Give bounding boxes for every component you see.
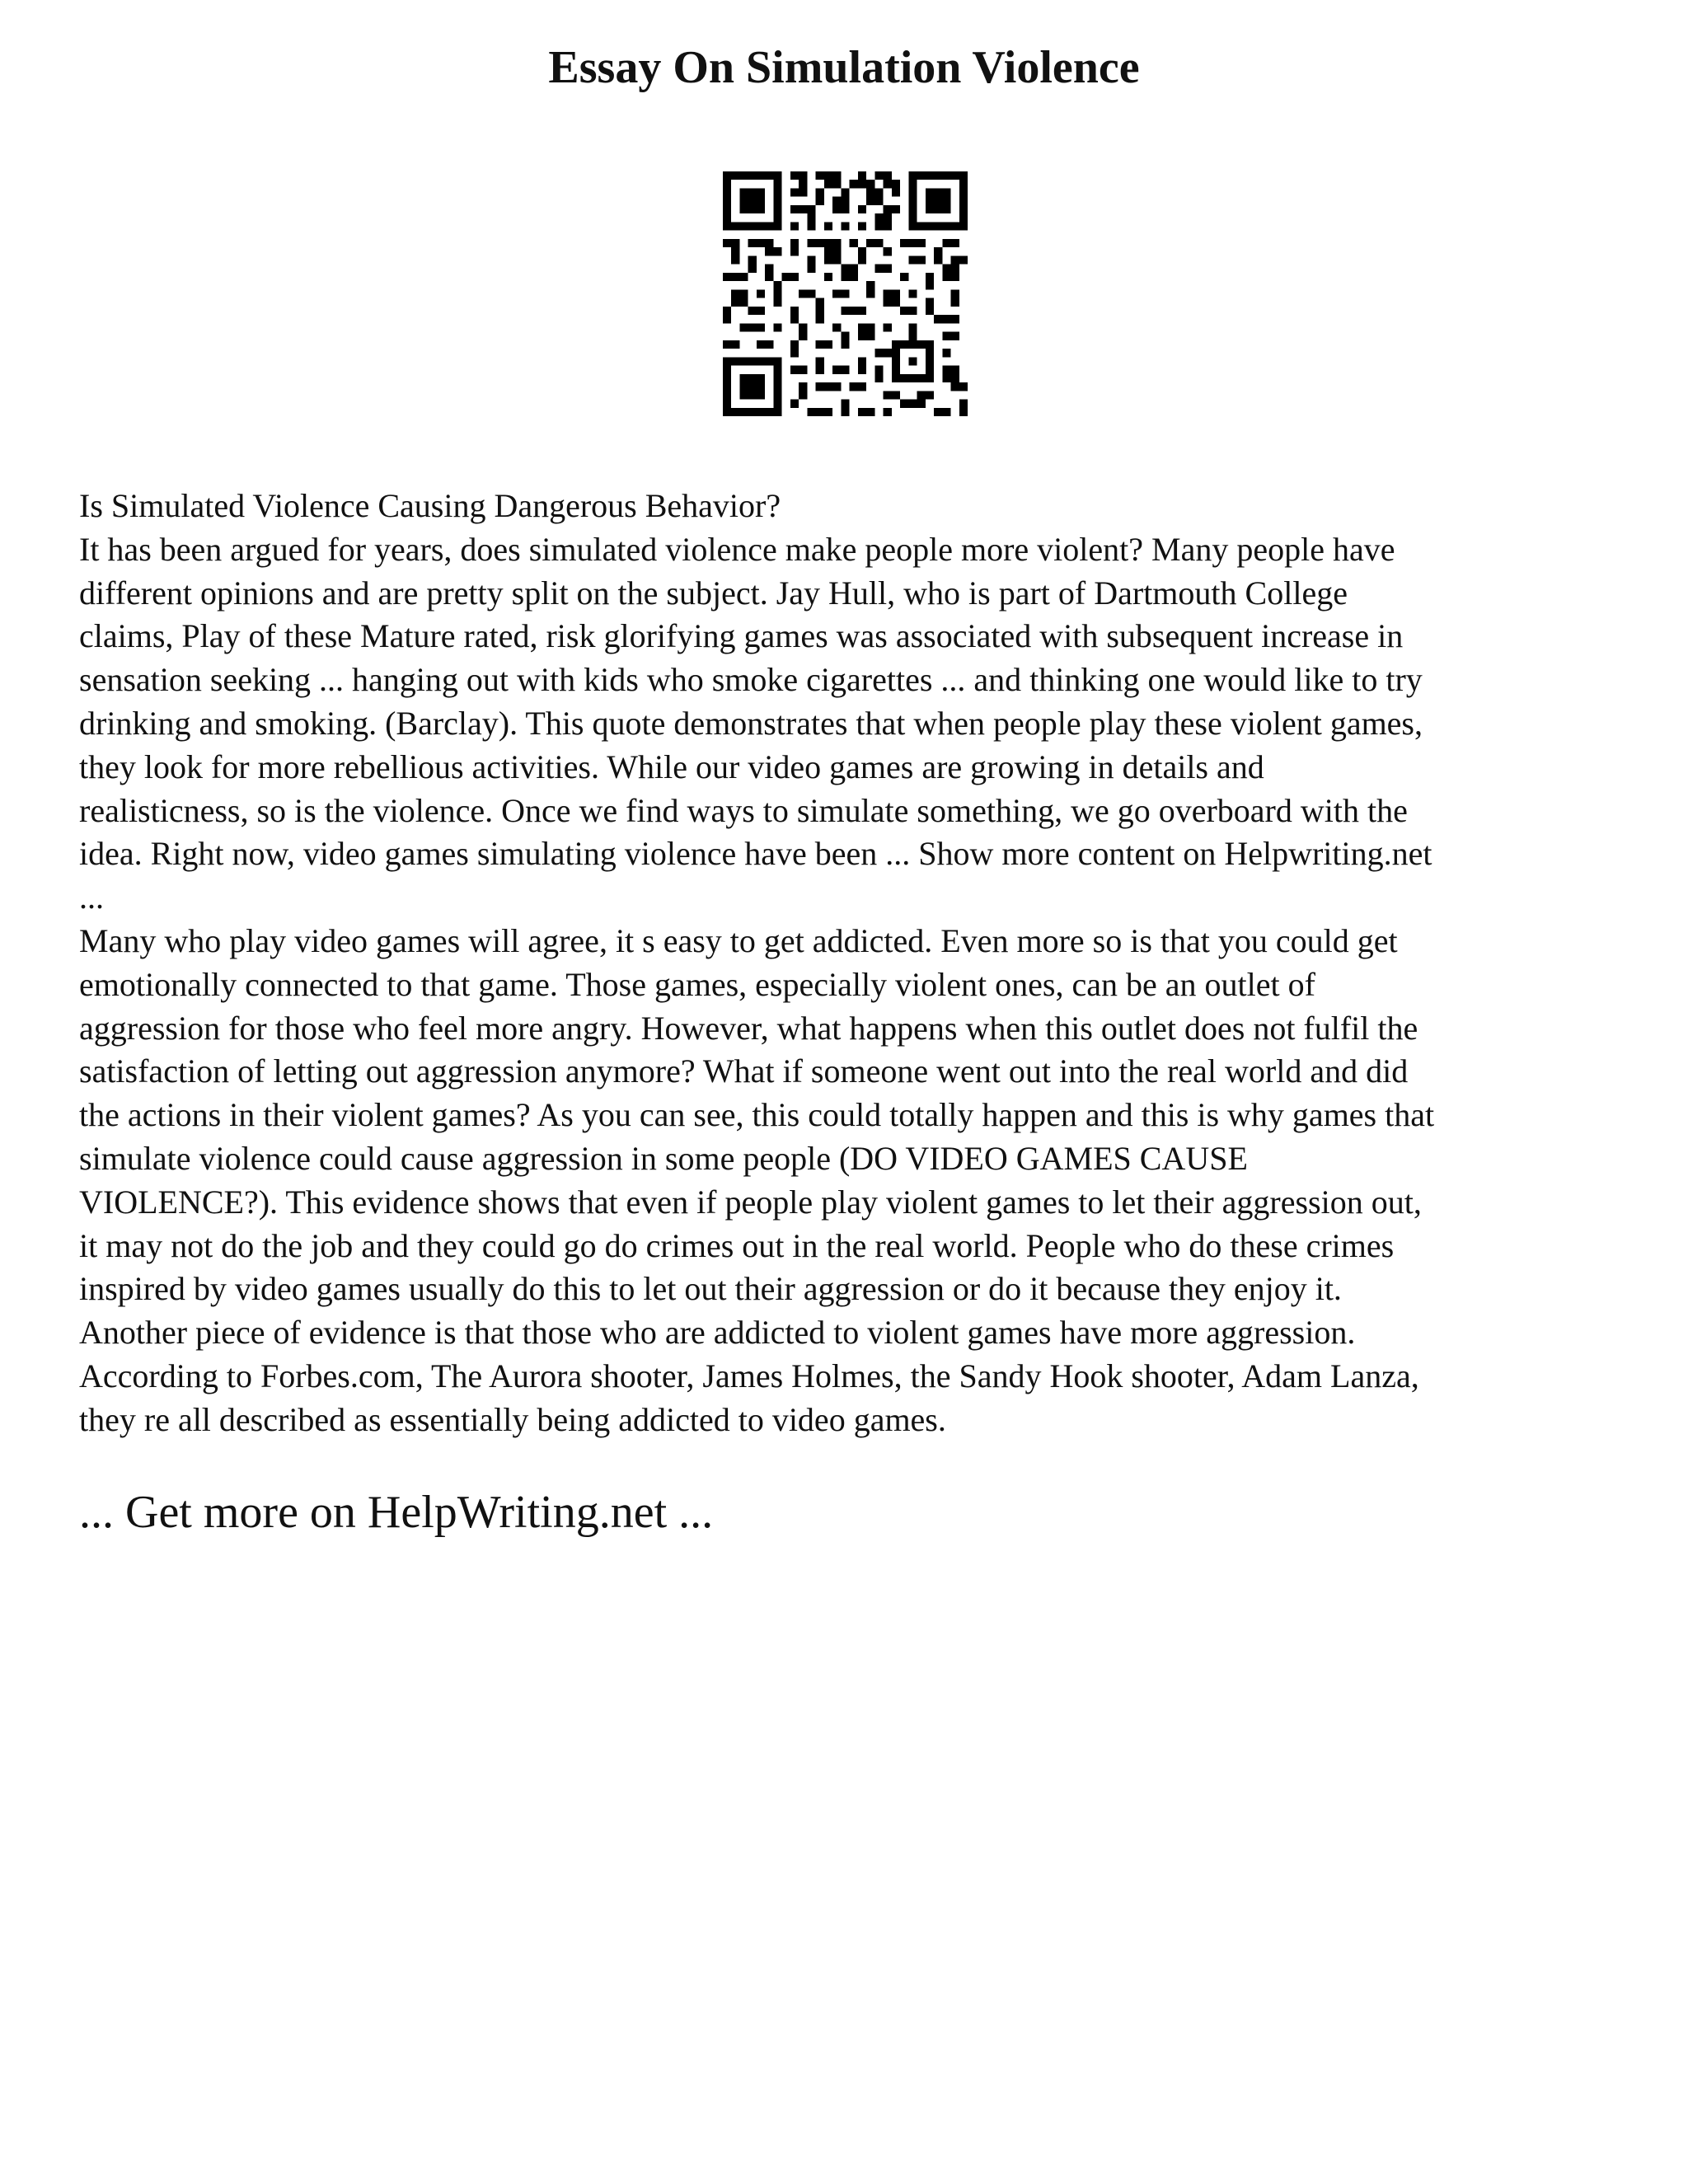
page-title: Essay On Simulation Violence xyxy=(548,42,1140,93)
get-more-link[interactable]: ... Get more on HelpWriting.net ... xyxy=(79,1487,714,1538)
essay-paragraph-2: Many who play video games will agree, it s easy to get addicted. Even more so is that you could get emotionally connected to that game. Those games, especially violent ones, can be an outlet of aggression for those who feel more angry. However, what happens when this outlet does not fulfil the satisfaction of letting out aggression anymore? What if someone went out into the real world and did the actions in their violent games? As you can see, this could totally happen and this is why games that simulate violence could cause aggression in some people (DO VIDEO GAMES CAUSE VIOLENCE?). This evidence shows that even if people play violent games to let their aggression out, it may not do the job and they could go do crimes out in the real world. People who do these crimes inspired by video games usually do this to let out their aggression or do it because they enjoy it. Another piece of evidence is that those who are addicted to violent games have more aggression. According to Forbes.com, The Aurora shooter, James Holmes, the Sandy Hook shooter, Adam Lanza, they re all described as essentially being addicted to video games. xyxy=(79,921,1435,1438)
essay-body xyxy=(79,485,1629,1442)
essay-heading: Is Simulated Violence Causing Dangerous Behavior? xyxy=(79,487,781,524)
qr-code-icon xyxy=(723,171,968,416)
essay-paragraph-1: It has been argued for years, does simulated violence make people more violent? Many people have different opinions and are pretty split on the subject. Jay Hull, who is part of Dartmouth College claims, Play of these Mature rated, risk glorifying games was associated with subsequent increase in sensation seeking ... hanging out with kids who smoke cigarettes ... and thinking one would like to try drinking and smoking. (Barclay). This quote demonstrates that when people play these violent games, they look for more rebellious activities. While our video games are growing in details and realisticness, so is the violence. Once we find ways to simulate something, we go overboard with the idea. Right now, video games simulating violence have been ... Show more content on Helpwriting.net ... xyxy=(79,530,1432,916)
